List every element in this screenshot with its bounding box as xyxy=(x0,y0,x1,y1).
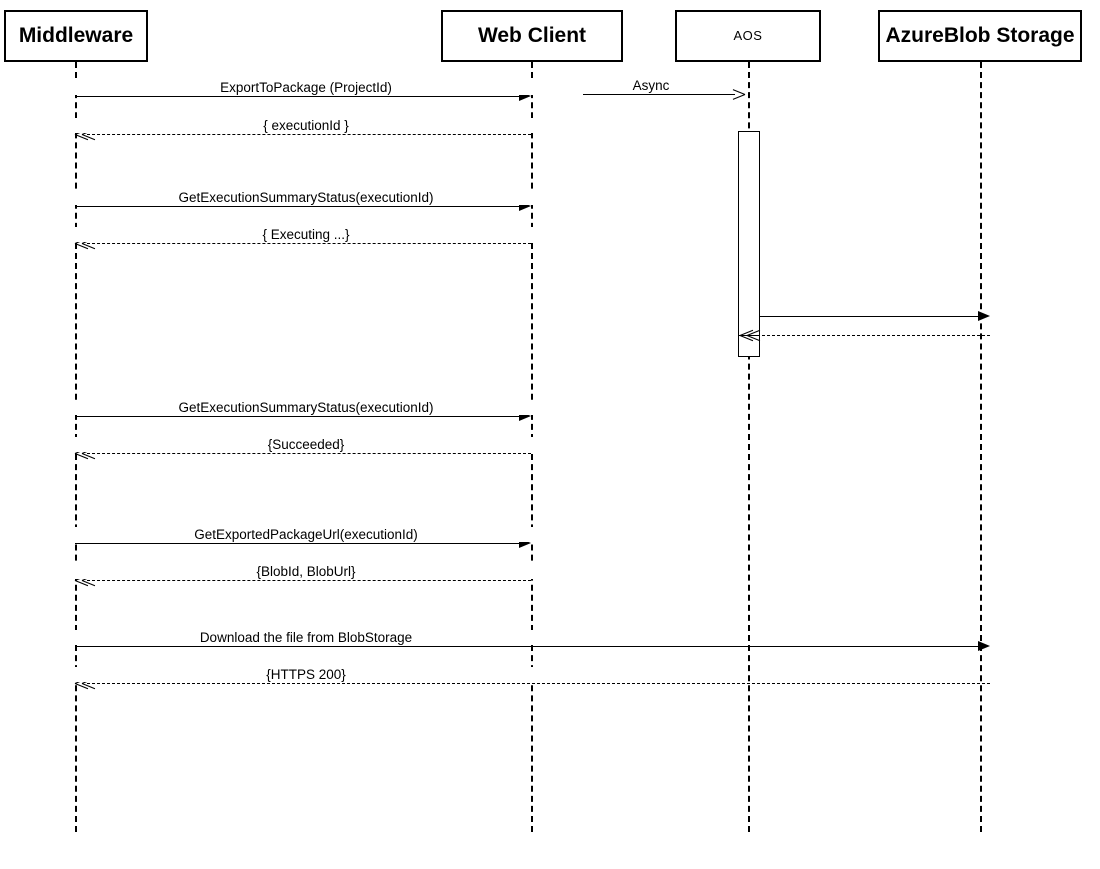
message-line xyxy=(75,543,519,544)
participant-box-web-client[interactable] xyxy=(441,10,623,62)
message-line xyxy=(75,206,519,207)
participant-label-middleware: Middleware xyxy=(18,24,134,48)
arrowhead-open-right-icon xyxy=(732,86,748,102)
message-line xyxy=(87,580,531,581)
message-label: {HTTPS 200} xyxy=(75,667,537,682)
message-label: GetExportedPackageUrl(executionId) xyxy=(75,527,537,542)
message-label: {Succeeded} xyxy=(75,437,537,452)
message-label: { Executing ...} xyxy=(75,227,537,242)
participant-box-aos[interactable] xyxy=(675,10,821,62)
message-label: GetExecutionSummaryStatus(executionId) xyxy=(75,400,537,415)
message-line xyxy=(760,316,978,317)
participant-box-middleware[interactable] xyxy=(4,10,148,62)
arrowhead-right-icon xyxy=(978,311,990,321)
message-line xyxy=(75,96,519,97)
participant-label-aos: AOS xyxy=(733,27,763,43)
message-label: {BlobId, BlobUrl} xyxy=(75,564,537,579)
activation-bar-aos xyxy=(738,131,760,353)
message-label: Download the file from BlobStorage xyxy=(75,630,537,645)
participant-label-web-client: Web Client xyxy=(477,24,587,48)
message-line xyxy=(752,335,990,336)
message-label: GetExecutionSummaryStatus(executionId) xyxy=(75,190,537,205)
message-line xyxy=(87,134,531,135)
message-line xyxy=(75,416,519,417)
lifeline-azureblob-storage xyxy=(980,62,982,832)
message-line xyxy=(87,453,531,454)
message-line xyxy=(87,243,531,244)
arrowhead-right-icon xyxy=(978,641,990,651)
message-line xyxy=(75,646,978,647)
participant-box-azureblob-storage[interactable] xyxy=(878,10,1082,62)
arrowhead-open-left-icon xyxy=(740,326,762,344)
message-line xyxy=(87,683,990,684)
message-label: { executionId } xyxy=(75,118,537,133)
message-line xyxy=(583,94,735,95)
message-label: ExportToPackage (ProjectId) xyxy=(75,80,537,95)
message-label: Async xyxy=(583,78,719,93)
participant-label-azureblob-storage: AzureBlob Storage xyxy=(885,24,1075,48)
